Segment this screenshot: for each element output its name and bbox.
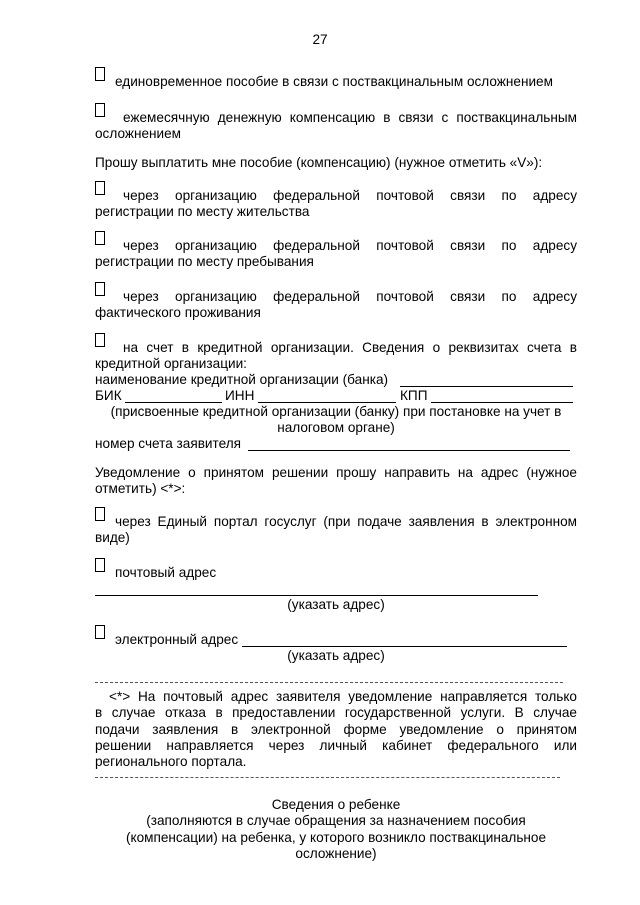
checkbox-email-address[interactable] <box>95 625 105 639</box>
payment-bank-label: на счет в кредитной организации. Сведения о реквизитах счета в кредитной организации: <box>95 340 577 372</box>
option-monthly-compensation-label: ежемесячную денежную компенсацию в связи с поствакцинальным осложнением <box>95 110 577 142</box>
option-one-time-benefit-label: единовременное пособие в связи с поствакцинальным осложнением <box>115 74 553 89</box>
bank-name-label: наименование кредитной организации (банка) <box>95 372 389 387</box>
page-number: 27 <box>312 32 328 47</box>
footnote-divider-bottom <box>95 777 560 778</box>
account-number-field[interactable] <box>248 450 570 451</box>
postal-address-label: почтовый адрес <box>115 565 217 580</box>
payment-post-stay-label: через организацию федеральной почтовой связи по адресу регистрации по месту пребывания <box>95 238 577 270</box>
checkbox-postal-address[interactable] <box>95 558 105 572</box>
payment-post-residence-label: через организацию федеральной почтовой связи по адресу регистрации по месту жительства <box>95 188 577 220</box>
bank-note: (присвоенные кредитной организации (банку) при постановке на учет в налоговом органе) <box>110 404 562 436</box>
child-section: Сведения о ребенке (заполняются в случае обращения за назначением пособия (компенсации) на ребенка, у которого возникло поствакцинальное осложнение) <box>95 797 577 862</box>
payment-request-text: Прошу выплатить мне пособие (компенсацию) (нужное отметить «V»): <box>95 155 543 170</box>
footnote-divider-top <box>95 682 563 683</box>
email-address-label: электронный адрес <box>115 632 239 647</box>
bik-label: БИК <box>95 388 122 403</box>
email-address-hint: (указать адрес) <box>287 648 385 663</box>
bik-field[interactable] <box>125 402 222 403</box>
inn-field[interactable] <box>258 402 396 403</box>
postal-address-hint: (указать адрес) <box>287 597 385 612</box>
kpp-field[interactable] <box>431 402 573 403</box>
notify-portal-label: через Единый портал госуслуг (при подаче заявления в электронном виде) <box>95 514 577 546</box>
bank-name-field[interactable] <box>400 386 573 387</box>
postal-address-field[interactable] <box>95 595 538 596</box>
account-number-label: номер счета заявителя <box>95 436 241 451</box>
footnote: <*> На почтовый адрес заявителя уведомление направляется только в случае отказа в предоставлении государственной услуги. В случае подачи заявления в электронной форме уведомление о принятом решении направляется через личный кабинет федерального или регионального портала. <box>95 689 577 770</box>
notify-request-text: Уведомление о принятом решении прошу направить на адрес (нужное отметить) <*>: <box>95 465 577 497</box>
child-section-title: Сведения о ребенке <box>271 797 401 812</box>
checkbox-one-time-benefit[interactable] <box>95 67 105 81</box>
payment-post-actual-label: через организацию федеральной почтовой связи по адресу фактического проживания <box>95 289 577 321</box>
email-address-field[interactable] <box>242 646 567 647</box>
inn-label: ИНН <box>225 388 255 403</box>
kpp-label: КПП <box>400 388 428 403</box>
